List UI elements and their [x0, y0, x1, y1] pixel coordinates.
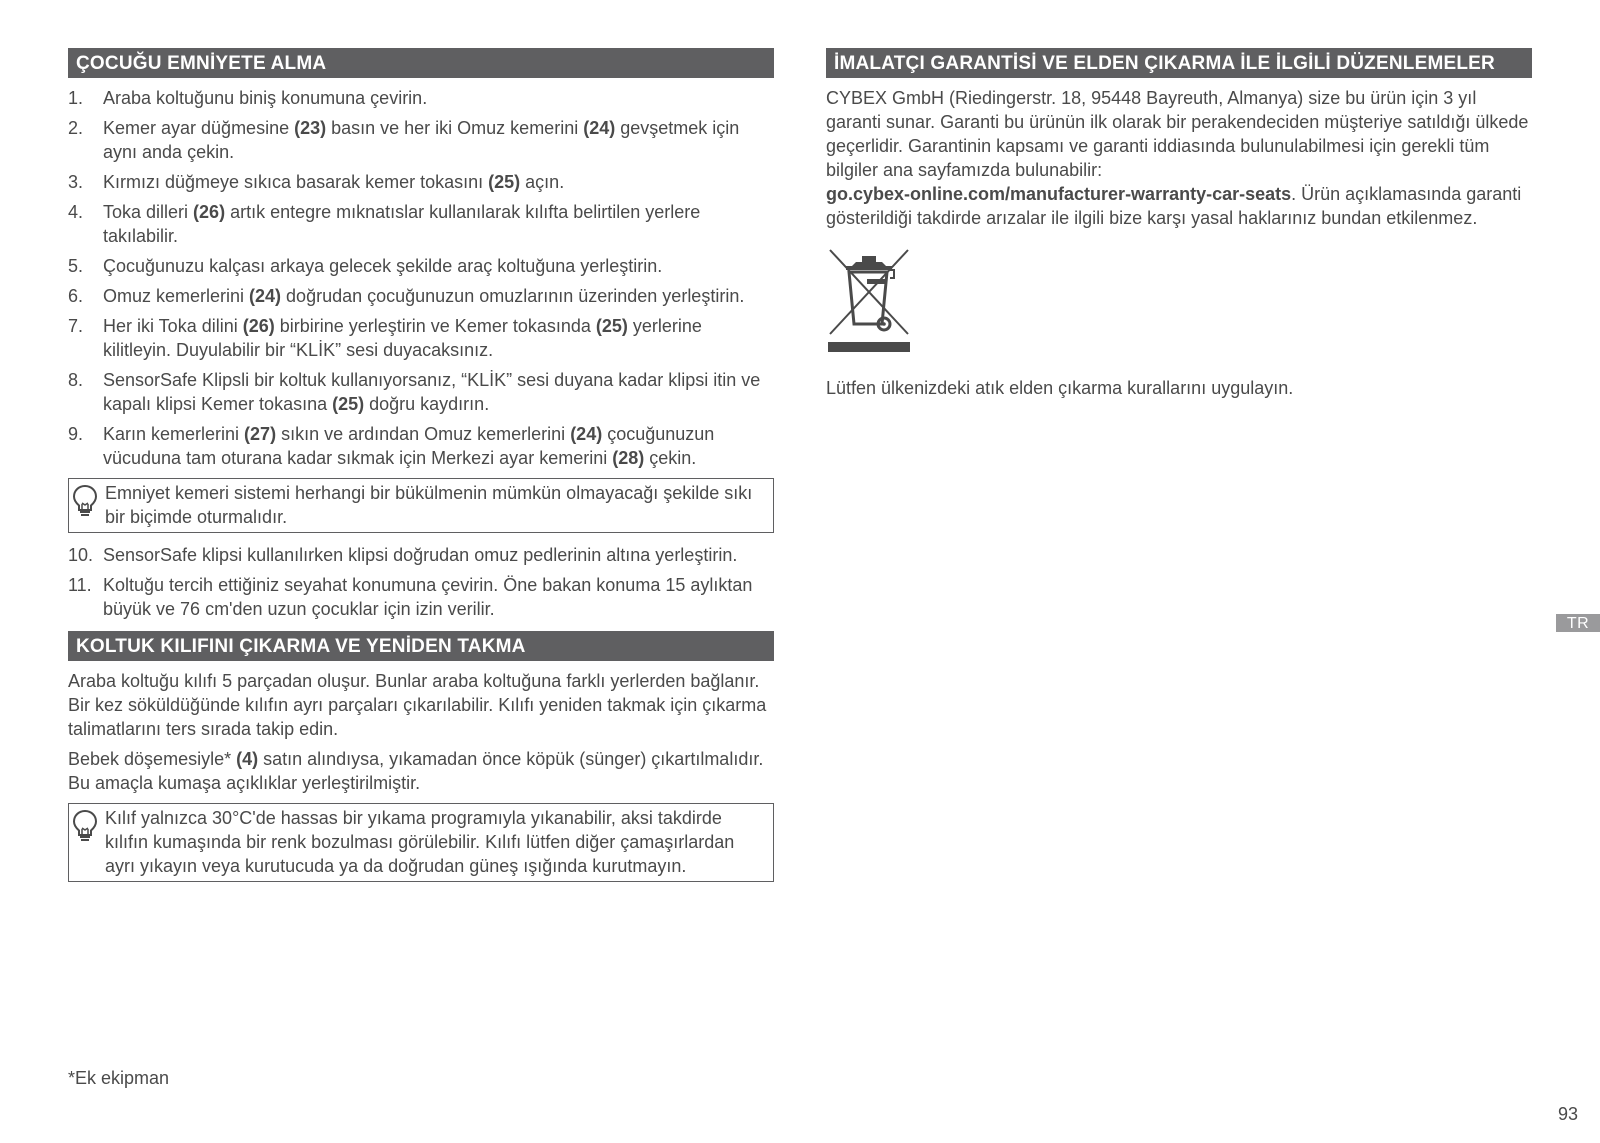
step-text: Omuz kemerlerini: [103, 286, 250, 306]
section-heading-warranty: İMALATÇI GARANTİSİ VE ELDEN ÇIKARMA İLE İLGİLİ DÜZENLEMELER: [826, 48, 1532, 78]
list-item: [68, 368, 774, 416]
section-heading-cover-removal: KOLTUK KILIFINI ÇIKARMA VE YENİDEN TAKMA: [68, 631, 774, 661]
part-reference: (24): [570, 424, 603, 444]
step-text: birbirine yerleştirin ve Kemer tokasında: [274, 316, 596, 336]
step-text: Karın kemerlerini: [103, 424, 245, 444]
step-text: sıkın ve ardından Omuz kemerlerini: [276, 424, 571, 444]
section-heading-securing-child: ÇOCUĞU EMNİYETE ALMA: [68, 48, 774, 78]
crossed-out-bin-icon: [826, 246, 912, 354]
steps-list: [68, 86, 774, 470]
warranty-link[interactable]: go.cybex-online.com/manufacturer-warranty-car-seats: [826, 184, 1292, 204]
lightbulb-icon: [72, 809, 98, 843]
list-item: [68, 314, 774, 362]
step-text: Kırmızı düğmeye sıkıca basarak kemer tokasını: [103, 172, 489, 192]
part-reference: (26): [242, 316, 275, 336]
left-column: [68, 48, 774, 892]
step-number: 7.: [68, 316, 84, 336]
step-text: Her iki Toka dilini: [103, 316, 243, 336]
step-number: 8.: [68, 370, 84, 390]
step-number: 2.: [68, 118, 84, 138]
right-column: [826, 48, 1532, 406]
note-text: Kılıf yalnızca 30°C'de hassas bir yıkama programıyla yıkanabilir, aksi takdirde kılıfın kumaşında bir renk bozulması görülebilir. Kılıfı lütfen diğer çamaşırlardan ayrı yıkayın veya kurutucuda ya da doğrudan güneş ışığında kurutmayın.: [105, 808, 735, 876]
part-reference: (25): [595, 316, 628, 336]
step-text: Kemer ayar düğmesine: [103, 118, 295, 138]
list-item: [68, 170, 774, 194]
list-item: [68, 200, 774, 248]
step-number: 4.: [68, 202, 84, 222]
page-number: 93: [1557, 1104, 1578, 1124]
cover-paragraph: Araba koltuğu kılıfı 5 parçadan oluşur. Bunlar araba koltuğuna farklı yerlerden bağlanır. Bir kez söküldüğünde kılıfın ayrı parçaları çıkarılabilir. Kılıfı yeniden takmak için çıkarma talimatlarını ters sırada takip edin.: [68, 671, 767, 739]
lightbulb-icon: [72, 484, 98, 518]
step-number: 11.: [68, 575, 92, 595]
steps-list-continued: [68, 543, 774, 621]
step-text: Koltuğu tercih ettiğiniz seyahat konumuna çevirin. Öne bakan konuma 15 aylıktan büyük ve 76 cm'den uzun çocuklar için izin verilir.: [103, 575, 753, 619]
foam-paragraph: Bebek döşemesiyle* (4) satın alındıysa, yıkamadan önce köpük (sünger) çıkartılmalıdır. Bu amaçla kumaşa açıklıklar yerleştirilmiştir.: [68, 749, 764, 793]
part-reference: (24): [249, 286, 282, 306]
step-number: 5.: [68, 256, 84, 276]
warranty-paragraph: CYBEX GmbH (Riedingerstr. 18, 95448 Bayreuth, Almanya) size bu ürün için 3 yıl garanti sunar. Garanti bu ürünün ilk olarak bir perakendeciden müşteriye satıldığı ülkede geçerlidir. Garantinin kapsamı ve garanti iddiasında bulunulabilmesi için gerekli tüm bilgiler ana sayfamızda bulunabilir: go.cybex-online.com/manufacturer-warranty-car-seats. Ürün açıklamasında garanti gösterildiği takdirde arızalar ile ilgili bize karşı yasal haklarınız bundan etkilenmez.: [826, 88, 1529, 228]
step-number: 10.: [68, 545, 94, 565]
note-box: [68, 478, 774, 533]
step-text: gevşetmek için aynı anda çekin.: [103, 118, 740, 162]
step-text: Araba koltuğunu biniş konumuna çevirin.: [103, 88, 428, 108]
list-item: [68, 86, 774, 110]
list-item: [68, 543, 774, 567]
list-item: [68, 422, 774, 470]
step-number: 3.: [68, 172, 84, 192]
step-text: çekin.: [644, 448, 697, 468]
part-reference: (27): [244, 424, 277, 444]
step-text: SensorSafe klipsi kullanılırken klipsi doğrudan omuz pedlerinin altına yerleştirin.: [103, 545, 738, 565]
part-reference: (28): [612, 448, 645, 468]
step-text: Çocuğunuzu kalçası arkaya gelecek şekilde araç koltuğuna yerleştirin.: [103, 256, 663, 276]
step-number: 6.: [68, 286, 84, 306]
step-text: SensorSafe Klipsli bir koltuk kullanıyorsanız, “KLİK” sesi duyana kadar klipsi itin ve kapalı klipsi Kemer tokasına: [103, 370, 761, 414]
step-number: 1.: [68, 88, 84, 108]
part-reference: (23): [294, 118, 327, 138]
step-text: doğru kaydırın.: [364, 394, 490, 414]
part-reference: (26): [193, 202, 226, 222]
note-text: Emniyet kemeri sistemi herhangi bir bükülmenin mümkün olmayacağı şekilde sıkı bir biçimde oturmalıdır.: [105, 483, 753, 527]
step-text: açın.: [520, 172, 565, 192]
part-reference: (25): [332, 394, 365, 414]
disposal-paragraph: Lütfen ülkenizdeki atık elden çıkarma kurallarını uygulayın.: [826, 378, 1294, 398]
washing-note-box: [68, 803, 774, 882]
list-item: [68, 284, 774, 308]
step-number: 9.: [68, 424, 84, 444]
step-text: çocuğunuzun vücuduna tam oturana kadar sıkmak için Merkezi ayar kemerini: [103, 424, 715, 468]
list-item: [68, 254, 774, 278]
step-text: artık entegre mıknatıslar kullanılarak kılıfta belirtilen yerlere takılabilir.: [103, 202, 701, 246]
step-text: doğrudan çocuğunuzun omuzlarının üzerinden yerleştirin.: [281, 286, 745, 306]
step-text: basın ve her iki Omuz kemerini: [326, 118, 584, 138]
step-text: yerlerine kilitleyin. Duyulabilir bir “KLİK” sesi duyacaksınız.: [103, 316, 702, 360]
step-text: Toka dilleri: [103, 202, 194, 222]
list-item: [68, 573, 774, 621]
list-item: [68, 116, 774, 164]
part-reference: (24): [583, 118, 616, 138]
footnote: *Ek ekipman: [68, 1068, 170, 1088]
part-reference: (25): [488, 172, 521, 192]
language-tab: TR: [1556, 614, 1600, 632]
